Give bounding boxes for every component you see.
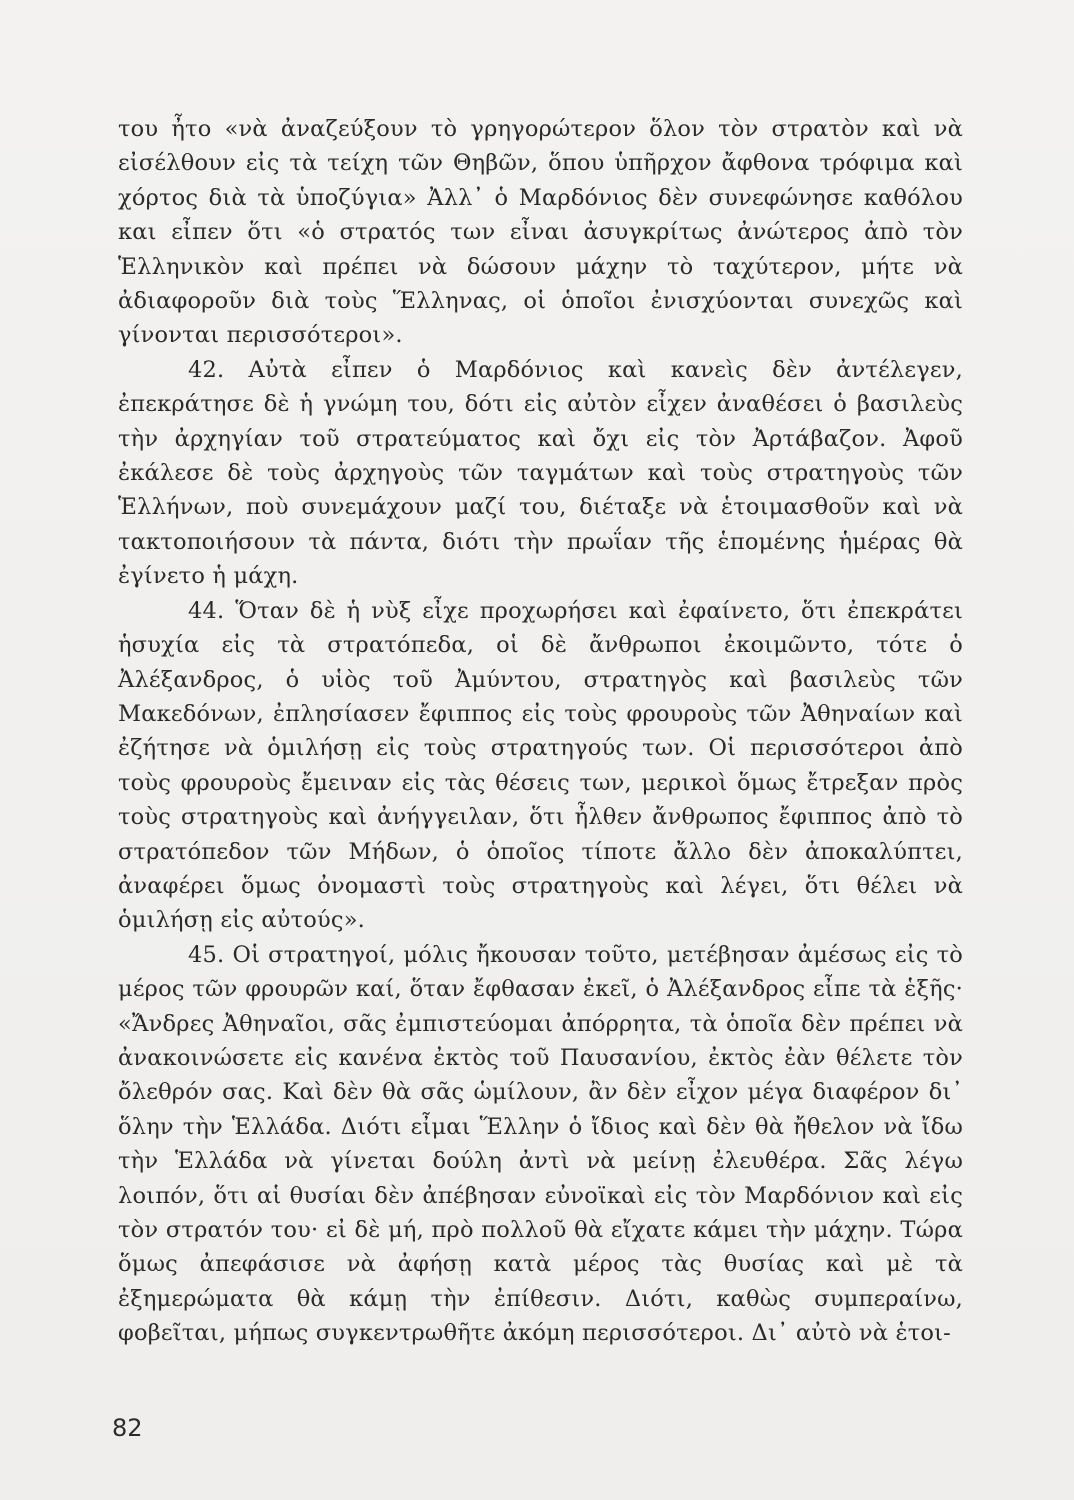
body-text <box>118 112 963 1351</box>
page-number: 82 <box>112 1414 143 1442</box>
paragraph-42: 42. Αὐτὰ εἶπεν ὁ Μαρδόνιος καὶ κανεὶς δὲν ἀντέλεγεν, ἐπεκράτησε δὲ ἡ γνώμη του, δότι εἰς αὐτὸν εἶχεν ἀναθέσει ὁ βασιλεὺς τὴν ἀρχηγίαν τοῦ στρατεύματος καὶ ὄχι εἰς τὸν Ἀρτάβαζον. Ἀφοῦ ἐκάλεσε δὲ τοὺς ἀρχηγοὺς τῶν ταγμάτων καὶ τοὺς στρατηγοὺς τῶν Ἑλλήνων, ποὺ συνεμάχουν μαζί του, διέταξε νὰ ἑτοιμασθοῦν καὶ νὰ τακτοποιήσουν τὰ πάντα, διότι τὴν πρωΐαν τῆς ἑπομένης ἡμέρας θὰ ἐγίνετο ἡ μάχη. <box>118 356 963 590</box>
paragraph-44: 44. Ὅταν δὲ ἡ νὺξ εἶχε προχωρήσει καὶ ἐφαίνετο, ὅτι ἐπεκράτει ἡσυχία εἰς τὰ στρατόπεδα, οἱ δὲ ἄνθρωποι ἐκοιμῶντο, τότε ὁ Ἀλέξανδρος, ὁ υἱὸς τοῦ Ἀμύντου, στρατηγὸς καὶ βασιλεὺς τῶν Μακεδόνων, ἐπλησίασεν ἔφιππος εἰς τοὺς φρουροὺς τῶν Ἀθηναίων καὶ ἐζήτησε νὰ ὁμιλήσῃ εἰς τοὺς στρατηγούς των. Οἱ περισσότεροι ἀπὸ τοὺς φρουροὺς ἔμειναν εἰς τὰς θέσεις των, μερικοὶ ὅμως ἔτρεξαν πρὸς τοὺς στρατηγοὺς καὶ ἀνήγγειλαν, ὅτι ἦλθεν ἄνθρωπος ἔφιππος ἀπὸ τὸ στρατόπεδον τῶν Μήδων, ὁ ὁποῖος τίποτε ἄλλο δὲν ἀποκαλύπτει, ἀναφέρει ὅμως ὀνομαστὶ τοὺς στρατηγοὺς καὶ λέγει, ὅτι θέλει νὰ ὁμιλήσῃ εἰς αὐτούς». <box>118 597 963 934</box>
paragraph-45: 45. Οἱ στρατηγοί, μόλις ἤκουσαν τοῦτο, μετέβησαν ἀμέσως εἰς τὸ μέρος τῶν φρουρῶν καί, ὅταν ἔφθασαν ἐκεῖ, ὁ Ἀλέξανδρος εἶπε τὰ ἑξῆς· «Ἄνδρες Ἀθηναῖοι, σᾶς ἐμπιστεύομαι ἀπόρρητα, τὰ ὁποῖα δὲν πρέπει νὰ ἀνακοινώσετε εἰς κανένα ἐκτὸς τοῦ Παυσανίου, ἐκτὸς ἐὰν θέλετε τὸν ὄλεθρόν σας. Καὶ δὲν θὰ σᾶς ὡμίλουν, ἂν δὲν εἶχον μέγα διαφέρον δι᾽ ὅλην τὴν Ἑλλάδα. Διότι εἶμαι Ἕλλην ὁ ἴδιος καὶ δὲν θὰ ἤθελον νὰ ἴδω τὴν Ἑλλάδα νὰ γίνεται δούλη ἀντὶ νὰ μείνῃ ἐλευθέρα. Σᾶς λέγω λοιπόν, ὅτι αἱ θυσίαι δὲν ἀπέβησαν εὐνοϊκαὶ εἰς τὸν Μαρδόνιον καὶ εἰς τὸν στρατόν του· εἰ δὲ μή, πρὸ πολλοῦ θὰ εἴχατε κάμει τὴν μάχην. Τώρα ὅμως ἀπεφάσισε νὰ ἀφήσῃ κατὰ μέρος τὰς θυσίας καὶ μὲ τὰ ἐξημερώματα θὰ κάμῃ τὴν ἐπίθεσιν. Διότι, καθὼς συμπεραίνω, φοβεῖται, μήπως συγκεντρωθῆτε ἀκόμη περισσότεροι. Δι᾽ αὐτὸ νὰ ἑτοι- <box>118 941 963 1347</box>
paragraph-continuation: του ἦτο «νὰ ἀναζεύξουν τὸ γρηγορώτερον ὅλον τὸν στρατὸν καὶ νὰ εἰσέλθουν εἰς τὰ τείχη τῶν Θηβῶν, ὅπου ὑπῆρχον ἄφθονα τρόφιμα καὶ χόρτος διὰ τὰ ὑποζύγια» Ἀλλ᾽ ὁ Μαρδόνιος δὲν συνεφώνησε καθόλου και εἶπεν ὅτι «ὁ στρατός των εἶναι ἀσυγκρίτως ἀνώτερος ἀπὸ τὸν Ἑλληνικὸν καὶ πρέπει νὰ δώσουν μάχην τὸ ταχύτερον, μήτε νὰ ἀδιαφοροῦν διὰ τοὺς Ἕλληνας, οἱ ὁποῖοι ἐνισχύονται συνεχῶς καὶ γίνονται περισσότεροι». <box>118 116 963 349</box>
